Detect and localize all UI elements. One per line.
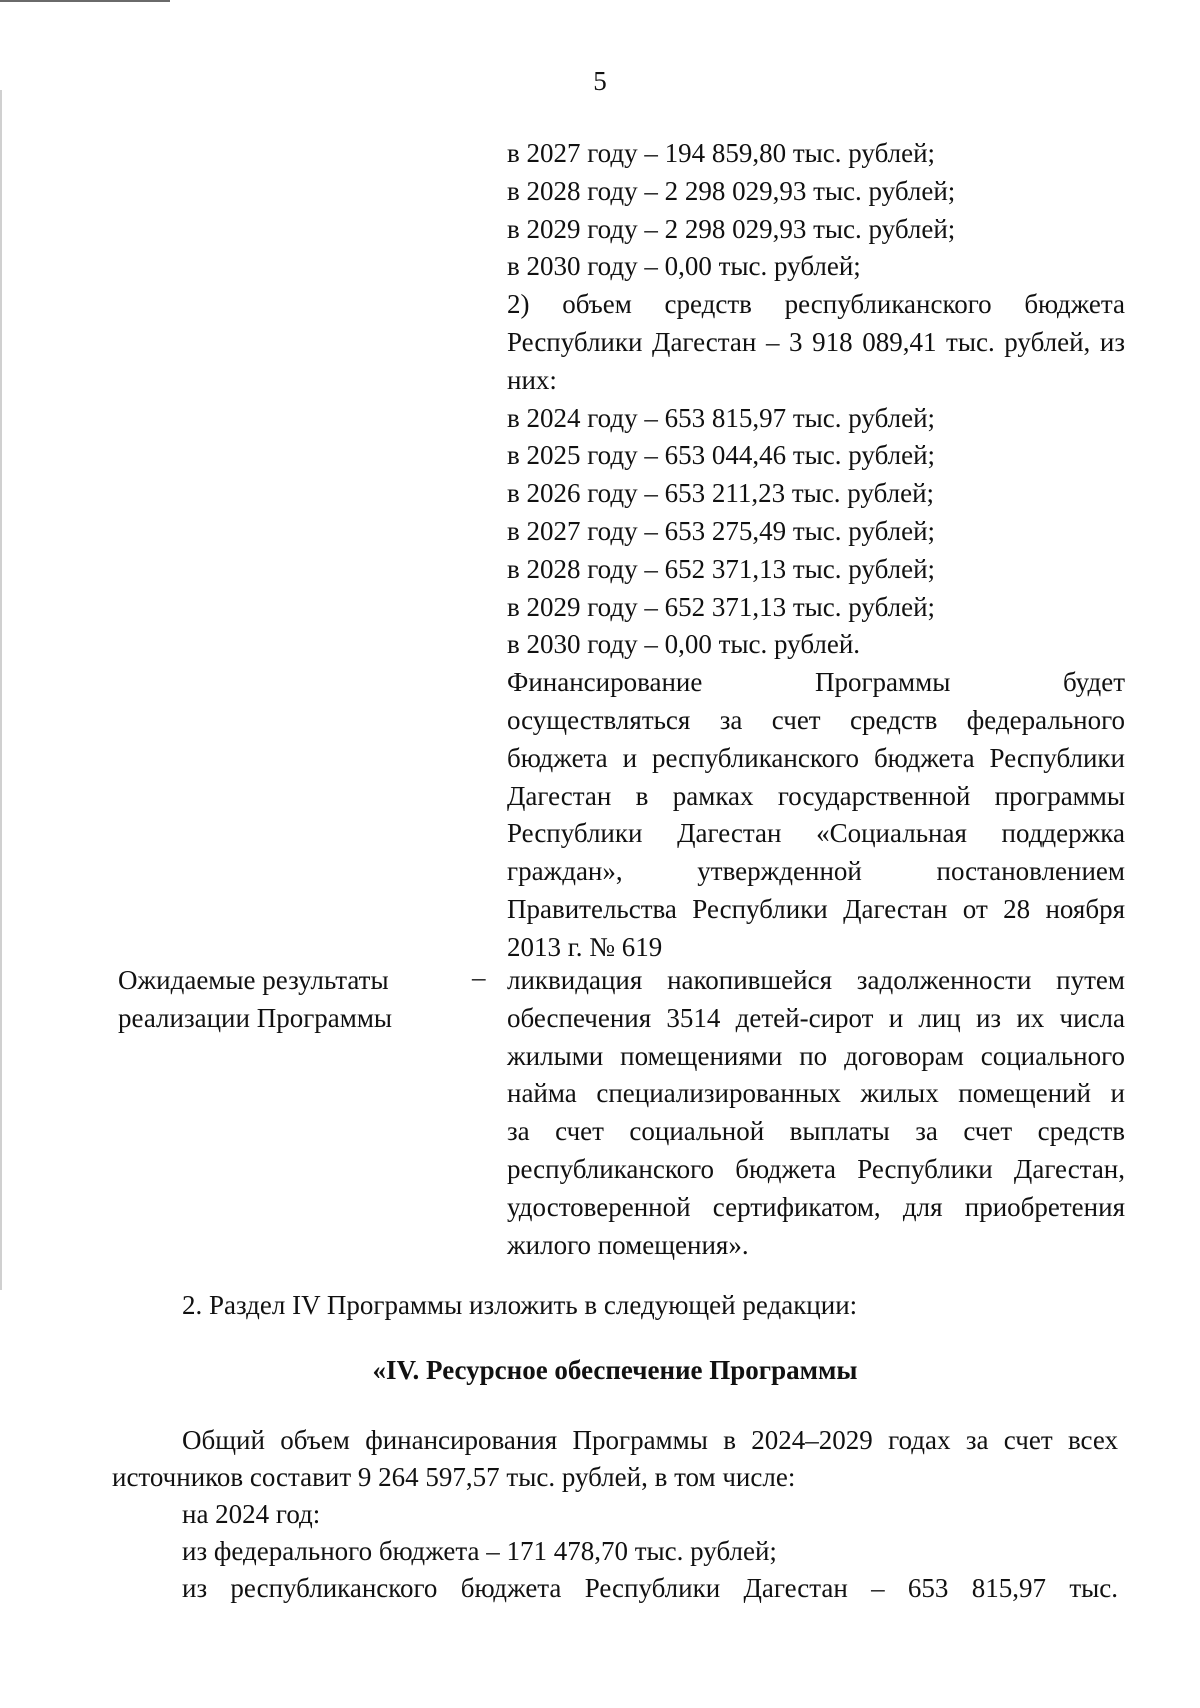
funding-line: в 2027 году – 194 859,80 тыс. рублей; bbox=[507, 138, 936, 168]
section-body-federal-line: из федерального бюджета – 171 478,70 тыс. рублей; bbox=[182, 1536, 777, 1566]
expected-results-label bbox=[118, 962, 448, 1038]
republic-budget-year-line: в 2025 году – 653 044,46 тыс. рублей; bbox=[507, 440, 936, 471]
republic-budget-intro-line: них: bbox=[507, 364, 557, 395]
expected-results-line: ликвидация накопившейся задолженности путем bbox=[507, 965, 1125, 995]
section-body-year-label: на 2024 год: bbox=[182, 1499, 321, 1529]
republic-budget-intro-line: Республики Дагестан – 3 918 089,41 тыс. рублей, из bbox=[507, 326, 1125, 357]
republic-budget-intro-line: 2) объем средств республиканского бюджета bbox=[507, 289, 1125, 320]
republic-budget-year-line: в 2028 году – 652 371,13 тыс. рублей; bbox=[507, 553, 936, 584]
republic-budget-year-line: в 2030 году – 0,00 тыс. рублей. bbox=[507, 629, 861, 660]
financing-paragraph-line: 2013 г. № 619 bbox=[507, 931, 663, 962]
republic-budget-year-line: в 2026 году – 653 211,23 тыс. рублей; bbox=[507, 478, 935, 509]
scan-edge-left bbox=[0, 90, 2, 1290]
section-instruction-text: 2. Раздел IV Программы изложить в следующей редакции: bbox=[182, 1290, 858, 1320]
funding-line: в 2030 году – 0,00 тыс. рублей; bbox=[507, 251, 861, 282]
section-body-line: источников составит 9 264 597,57 тыс. рублей, в том числе: bbox=[112, 1462, 796, 1492]
republic-budget-year-line: в 2024 году – 653 815,97 тыс. рублей; bbox=[507, 402, 936, 433]
expected-results-line: обеспечения 3514 детей-сирот и лиц из их числа bbox=[507, 1002, 1125, 1033]
expected-results-label-line: Ожидаемые результаты bbox=[118, 965, 389, 995]
expected-results-line: жилого помещения». bbox=[507, 1229, 749, 1260]
section-body bbox=[112, 1422, 1118, 1607]
financing-paragraph-line: Правительства Республики Дагестан от 28 ноября bbox=[507, 893, 1125, 924]
scan-edge-top bbox=[0, 0, 170, 2]
financing-paragraph-line: бюджета и республиканского бюджета Республики bbox=[507, 742, 1125, 773]
section-instruction bbox=[182, 1287, 1118, 1324]
financing-paragraph-line: осуществляться за счет средств федерального bbox=[507, 704, 1125, 735]
expected-results-line: найма специализированных жилых помещений и bbox=[507, 1078, 1125, 1109]
financing-paragraph-line: Республики Дагестан «Социальная поддержка bbox=[507, 818, 1125, 849]
funding-line: в 2028 году – 2 298 029,93 тыс. рублей; bbox=[507, 175, 956, 206]
republic-budget-year-line: в 2029 году – 652 371,13 тыс. рублей; bbox=[507, 591, 936, 622]
expected-results-text bbox=[507, 962, 1125, 1264]
financing-paragraph-line: Дагестан в рамках государственной программы bbox=[507, 780, 1125, 811]
expected-results-line: жилыми помещениями по договорам социального bbox=[507, 1040, 1125, 1071]
funding-continuation bbox=[507, 135, 1125, 967]
expected-results-label-line: реализации Программы bbox=[118, 1002, 393, 1033]
republic-budget-year-line: в 2027 году – 653 275,49 тыс. рублей; bbox=[507, 515, 936, 546]
expected-results-line: за счет социальной выплаты за счет средств bbox=[507, 1116, 1125, 1147]
section-heading: «IV. Ресурсное обеспечение Программы bbox=[372, 1355, 858, 1385]
page-number: 5 bbox=[593, 66, 607, 96]
funding-line: в 2029 году – 2 298 029,93 тыс. рублей; bbox=[507, 213, 956, 244]
section-body-republic-line: из республиканского бюджета Республики Дагестан – 653 815,97 тыс. bbox=[182, 1573, 1118, 1603]
financing-paragraph-line: граждан», утвержденной постановлением bbox=[507, 856, 1125, 887]
section-body-line: Общий объем финансирования Программы в 2024–2029 годах за счет всех bbox=[182, 1425, 1118, 1455]
financing-paragraph-line: Финансирование Программы будет bbox=[507, 667, 1125, 698]
expected-results-line: удостоверенной сертификатом, для приобретения bbox=[507, 1191, 1125, 1222]
expected-results-dash: – bbox=[472, 962, 486, 992]
expected-results-line: республиканского бюджета Республики Дагестан, bbox=[507, 1153, 1125, 1184]
